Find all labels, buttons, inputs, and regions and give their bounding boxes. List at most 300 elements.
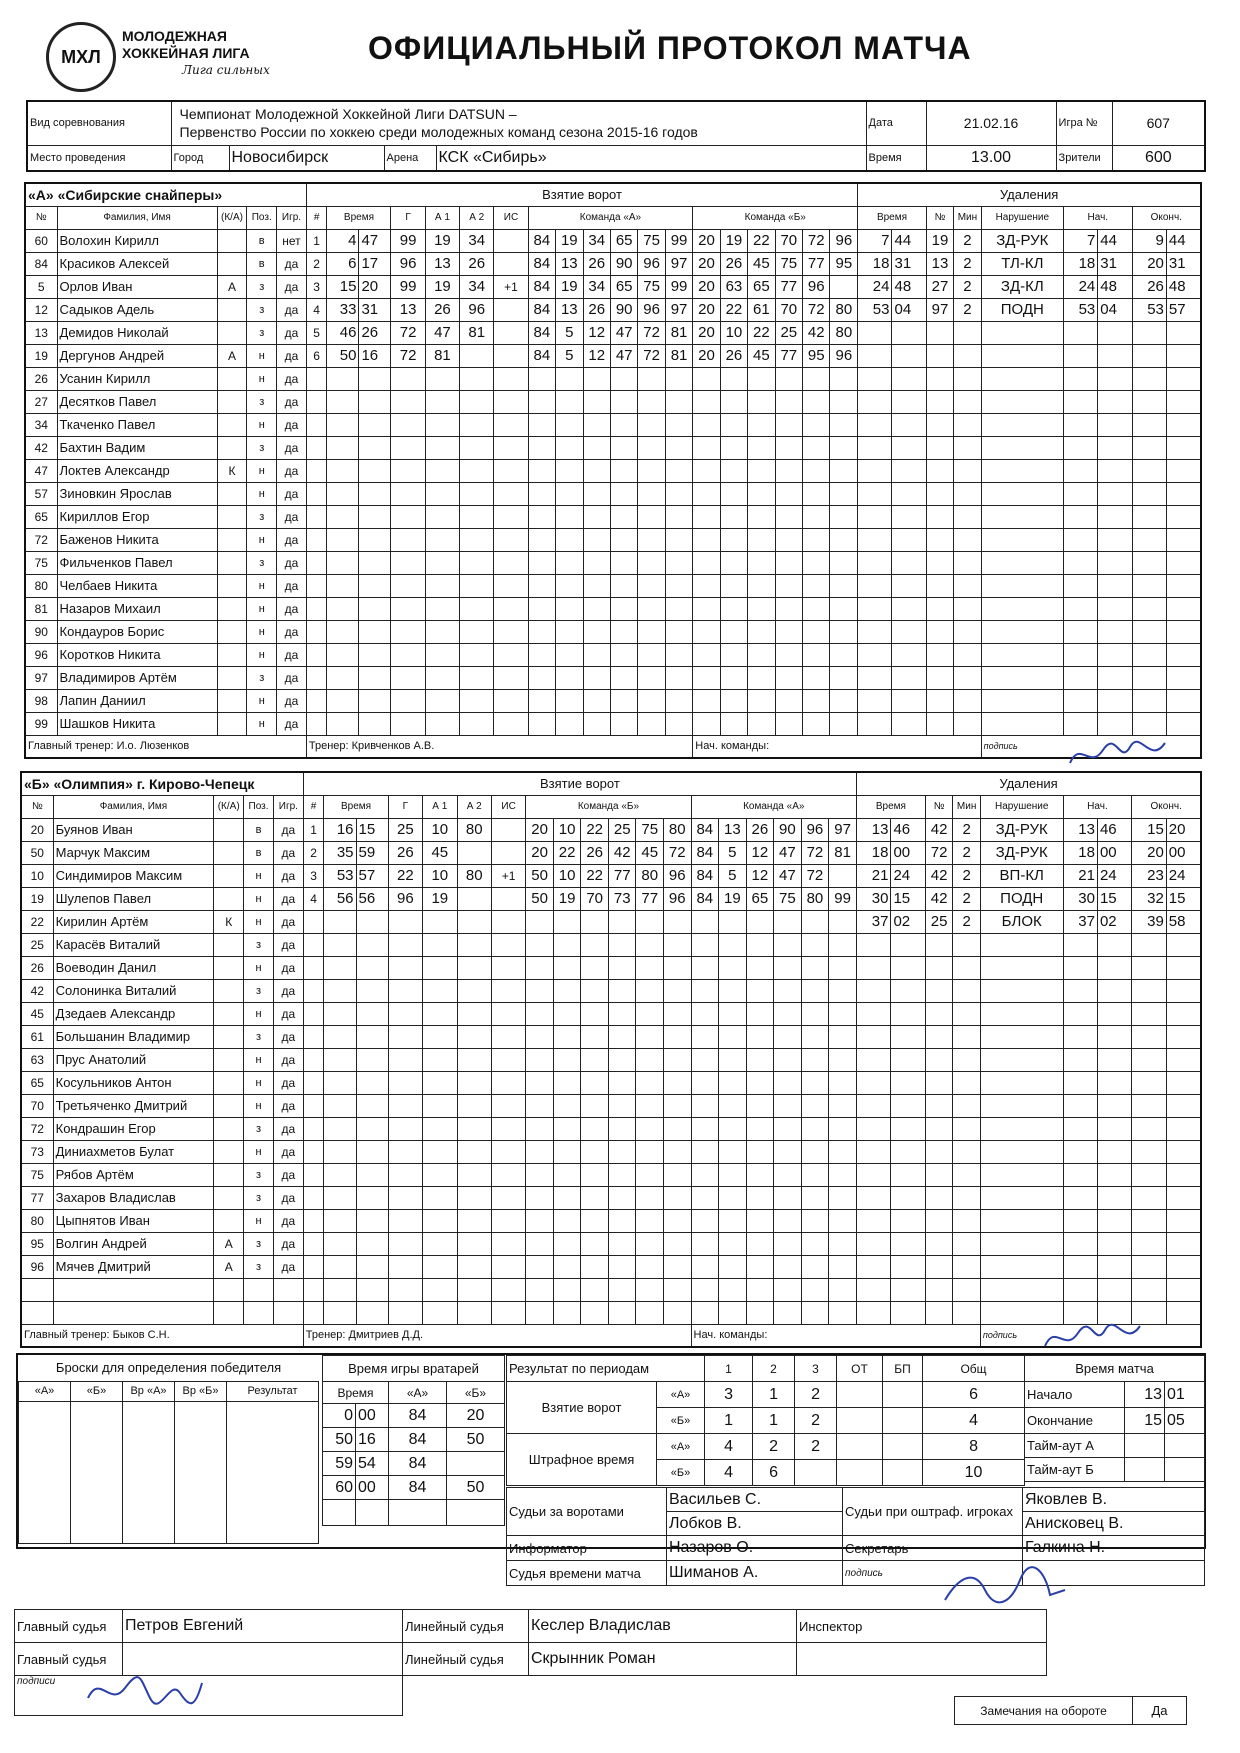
player-name: Зиновкин Ярослав <box>57 482 217 505</box>
player-position: н <box>244 1140 274 1163</box>
goal-cell <box>553 1140 581 1163</box>
goal-on-ice-own: 96 <box>664 887 692 910</box>
goal-cell <box>583 689 610 712</box>
penalty-cell <box>858 620 892 643</box>
penalty-cell <box>1166 367 1201 390</box>
goal-on-ice-opp: 19 <box>720 229 747 252</box>
penalty-cell <box>981 666 1063 689</box>
penalty-start-second: 44 <box>1098 229 1132 252</box>
goal-cell <box>581 1301 609 1324</box>
player-name: Дергунов Андрей <box>57 344 217 367</box>
player-number: 70 <box>21 1094 53 1117</box>
goal-cell <box>665 620 692 643</box>
player-position <box>244 1301 274 1324</box>
player-name: Баженов Никита <box>57 528 217 551</box>
goal-cell <box>610 643 637 666</box>
goal-cell <box>303 1048 324 1071</box>
goal-cell <box>691 1048 719 1071</box>
player-row <box>21 1186 1201 1209</box>
player-row <box>21 1255 1201 1278</box>
penalty-cell <box>1166 1025 1201 1048</box>
goal-cell <box>693 459 720 482</box>
goal-cell <box>423 1002 457 1025</box>
player-position: н <box>247 482 277 505</box>
league-logo-icon <box>46 22 116 92</box>
penalty-cell <box>858 367 892 390</box>
penalty-cell <box>891 1278 925 1301</box>
player-position: н <box>244 910 274 933</box>
goal-cell <box>324 1301 356 1324</box>
penalty-minute: 30 <box>857 887 891 910</box>
goal-cell <box>720 482 747 505</box>
penalty-cell <box>1097 1117 1131 1140</box>
player-plays: да <box>277 528 307 551</box>
goal-cell <box>691 1140 719 1163</box>
goal-cell <box>801 1209 829 1232</box>
goal-cell <box>391 413 425 436</box>
penalty-cell <box>892 459 926 482</box>
col-header-min: Мин <box>953 795 981 818</box>
goal-on-ice-own: 96 <box>638 298 665 321</box>
goal-cell <box>359 597 391 620</box>
col-header-no: № <box>25 206 57 229</box>
goal-on-ice-own: 50 <box>526 864 554 887</box>
goal-on-ice-opp <box>829 864 857 887</box>
goal-cell <box>829 1255 857 1278</box>
penalty-cell <box>1063 436 1097 459</box>
period-value: 4 <box>923 1408 1025 1434</box>
goal-cell <box>748 551 775 574</box>
penalty-cell <box>1166 689 1201 712</box>
goal-on-ice-own: 81 <box>665 344 692 367</box>
goal-second: 17 <box>359 252 391 275</box>
timeout-b-label: Тайм-аут Б <box>1025 1458 1125 1482</box>
player-number: 20 <box>21 818 53 841</box>
goalie-time-second: 16 <box>356 1428 389 1452</box>
goal-cell <box>691 1301 719 1324</box>
goal-cell <box>494 413 528 436</box>
player-plays: да <box>277 367 307 390</box>
goal-cell <box>553 1117 581 1140</box>
goal-cell <box>775 666 802 689</box>
goal-cell <box>801 1048 829 1071</box>
goalie-b: 50 <box>447 1428 505 1452</box>
goal-cell <box>356 933 388 956</box>
goal-assist-2: 80 <box>457 864 491 887</box>
player-name: Воеводин Данил <box>53 956 214 979</box>
goal-cell <box>324 1002 356 1025</box>
penalty-cell <box>1063 1186 1097 1209</box>
player-row <box>21 1278 1201 1301</box>
penalty-start-minute: 24 <box>1063 275 1097 298</box>
goal-cell <box>423 956 457 979</box>
player-row <box>25 689 1201 712</box>
goal-cell <box>829 1002 857 1025</box>
player-position: з <box>247 275 277 298</box>
penalty-cell <box>857 1186 891 1209</box>
goal-cell <box>359 459 391 482</box>
player-row <box>21 1209 1201 1232</box>
player-row <box>21 864 1201 887</box>
period-row-label: Штрафное время <box>507 1434 657 1486</box>
goal-cell <box>356 1140 388 1163</box>
goal-strength <box>494 344 528 367</box>
goal-cell <box>526 1163 554 1186</box>
player-number: 97 <box>25 666 57 689</box>
player-row <box>25 229 1201 252</box>
goal-number: 3 <box>306 275 327 298</box>
player-position: н <box>247 344 277 367</box>
goalie-b <box>447 1452 505 1476</box>
penalty-cell <box>1166 1301 1201 1324</box>
goal-assist-1: 19 <box>423 887 457 910</box>
goal-cell <box>491 1025 525 1048</box>
player-row <box>25 620 1201 643</box>
player-row <box>25 367 1201 390</box>
match-end-label: Окончание <box>1025 1408 1125 1434</box>
informator-value: Назаров О. <box>667 1536 843 1561</box>
goal-cell <box>748 597 775 620</box>
goal-cell <box>494 482 528 505</box>
goal-on-ice-own: 84 <box>528 252 555 275</box>
goal-cell <box>306 367 327 390</box>
goal-on-ice-opp: 70 <box>775 298 802 321</box>
penalty-cell <box>1063 574 1097 597</box>
penalty-cell <box>1098 528 1132 551</box>
goal-on-ice-own: 25 <box>608 818 636 841</box>
goal-cell <box>803 528 830 551</box>
goal-cell <box>829 1163 857 1186</box>
goal-cell <box>423 1163 457 1186</box>
goal-on-ice-opp: 42 <box>803 321 830 344</box>
goal-cell <box>556 482 583 505</box>
player-role <box>217 597 247 620</box>
goal-cell <box>610 574 637 597</box>
player-number: 26 <box>25 367 57 390</box>
goal-cell <box>388 1186 422 1209</box>
player-plays: да <box>273 864 303 887</box>
penalty-cell <box>857 1255 891 1278</box>
goal-cell <box>556 505 583 528</box>
penalty-cell <box>1063 689 1097 712</box>
player-row <box>25 574 1201 597</box>
goal-cell <box>460 528 494 551</box>
period-team: «Б» <box>657 1460 705 1486</box>
goal-cell <box>638 528 665 551</box>
goal-cell <box>719 979 747 1002</box>
goal-cell <box>748 689 775 712</box>
goal-cell <box>356 1255 388 1278</box>
goal-cell <box>748 528 775 551</box>
goalie-time-second: 54 <box>356 1452 389 1476</box>
penalty-cell <box>1132 1002 1166 1025</box>
penalty-cell <box>926 597 953 620</box>
player-plays: да <box>273 1048 303 1071</box>
player-row <box>21 818 1201 841</box>
player-position: н <box>244 1002 274 1025</box>
player-plays: да <box>273 818 303 841</box>
penalty-minutes: 2 <box>953 841 981 864</box>
goal-on-ice-opp: 45 <box>748 344 775 367</box>
shootout-cell <box>71 1401 123 1543</box>
goal-cell <box>608 1048 636 1071</box>
goal-cell <box>303 1232 324 1255</box>
player-plays: да <box>277 689 307 712</box>
goal-assist-2 <box>457 841 491 864</box>
goal-on-ice-own: 72 <box>638 321 665 344</box>
col-header-time: Время <box>327 206 391 229</box>
goal-cell <box>691 1278 719 1301</box>
player-position: н <box>247 367 277 390</box>
player-row <box>21 1117 1201 1140</box>
player-name: Солонинка Виталий <box>53 979 214 1002</box>
goal-cell <box>638 643 665 666</box>
goal-cell <box>457 1255 491 1278</box>
goal-on-ice-own: 12 <box>583 321 610 344</box>
penalty-cell <box>1132 1209 1166 1232</box>
penalty-end-minute: 26 <box>1132 275 1166 298</box>
player-role <box>217 666 247 689</box>
goal-cell <box>460 574 494 597</box>
goal-number: 2 <box>303 841 324 864</box>
goal-cell <box>359 436 391 459</box>
player-plays: да <box>277 482 307 505</box>
goal-cell <box>556 390 583 413</box>
goal-on-ice-opp: 26 <box>720 252 747 275</box>
penalty-cell <box>892 643 926 666</box>
goal-cell <box>327 482 359 505</box>
match-end-hour: 15 <box>1125 1408 1165 1434</box>
goal-cell <box>526 979 554 1002</box>
goal-cell <box>553 910 581 933</box>
shootout-col-a: «А» <box>19 1381 71 1401</box>
goal-cell <box>638 712 665 735</box>
sign-label: подпись <box>981 735 1201 758</box>
penalty-cell <box>892 436 926 459</box>
penalty-cell <box>1098 482 1132 505</box>
penalty-end-second: 44 <box>1166 229 1201 252</box>
goal-cell <box>553 1094 581 1117</box>
period-value <box>837 1382 883 1408</box>
goal-cell <box>423 1278 457 1301</box>
penalty-second: 48 <box>892 275 926 298</box>
goal-cell <box>775 436 802 459</box>
goal-cell <box>556 528 583 551</box>
col-header-gno: # <box>306 206 327 229</box>
goal-cell <box>720 666 747 689</box>
goal-cell <box>691 1232 719 1255</box>
penalty-cell <box>1132 390 1166 413</box>
penalty-cell <box>891 979 925 1002</box>
player-position: з <box>247 551 277 574</box>
penalty-start-second: 15 <box>1097 887 1131 910</box>
penalty-cell <box>1132 436 1166 459</box>
goal-cell <box>693 597 720 620</box>
goal-assist-1: 26 <box>425 298 459 321</box>
goal-number: 1 <box>306 229 327 252</box>
goal-on-ice-opp: 72 <box>801 841 829 864</box>
penalty-cell <box>980 1232 1063 1255</box>
goal-scorer: 72 <box>391 321 425 344</box>
goal-cell <box>388 1140 422 1163</box>
goal-cell <box>457 1071 491 1094</box>
goal-on-ice-own: 99 <box>665 275 692 298</box>
player-role <box>217 298 247 321</box>
goalie-time-minute: 0 <box>323 1404 356 1428</box>
goal-cell <box>306 666 327 689</box>
player-name: Кондауров Борис <box>57 620 217 643</box>
goal-cell <box>526 1209 554 1232</box>
penalty-minute: 21 <box>857 864 891 887</box>
player-number: 77 <box>21 1186 53 1209</box>
goal-cell <box>748 505 775 528</box>
goal-on-ice-own: 20 <box>526 818 554 841</box>
penalty-end-minute: 53 <box>1132 298 1166 321</box>
goal-cell <box>608 1186 636 1209</box>
goal-cell <box>636 1048 664 1071</box>
goal-on-ice-own: 12 <box>583 344 610 367</box>
goal-on-ice-opp: 20 <box>693 344 720 367</box>
penalty-cell <box>1063 367 1097 390</box>
goal-on-ice-opp: 95 <box>830 252 858 275</box>
goal-cell <box>829 1140 857 1163</box>
goal-cell <box>664 1117 692 1140</box>
player-name: Волохин Кирилл <box>57 229 217 252</box>
goal-on-ice-own: 19 <box>553 887 581 910</box>
penalty-cell <box>981 689 1063 712</box>
player-row <box>25 252 1201 275</box>
coach: Тренер: Кривченков А.В. <box>306 735 692 758</box>
player-number: 75 <box>25 551 57 574</box>
goal-cell <box>359 666 391 689</box>
goal-cell <box>636 1186 664 1209</box>
goal-cell <box>583 551 610 574</box>
penalty-cell <box>892 597 926 620</box>
player-plays: да <box>277 597 307 620</box>
player-name: Садыков Адель <box>57 298 217 321</box>
goal-cell <box>581 1048 609 1071</box>
goal-cell <box>691 1255 719 1278</box>
penalty-cell <box>891 933 925 956</box>
goal-cell <box>457 1048 491 1071</box>
goal-judge-2: Лобков В. <box>667 1512 843 1536</box>
inspector-cell <box>797 1643 1047 1676</box>
player-row <box>21 1140 1201 1163</box>
penalty-cell <box>891 1094 925 1117</box>
player-role <box>217 229 247 252</box>
penalty-cell <box>1063 321 1097 344</box>
goal-cell <box>425 620 459 643</box>
goal-cell <box>324 979 356 1002</box>
goal-cell <box>425 528 459 551</box>
goal-cell <box>638 666 665 689</box>
penalty-cell <box>981 344 1063 367</box>
penalty-cell <box>926 505 953 528</box>
goal-cell <box>638 436 665 459</box>
goal-cell <box>556 367 583 390</box>
penalty-cell <box>858 643 892 666</box>
goal-cell <box>494 689 528 712</box>
penalty-cell <box>954 344 981 367</box>
goal-on-ice-own: 84 <box>528 275 555 298</box>
penalty-cell <box>925 1048 953 1071</box>
player-plays: да <box>277 620 307 643</box>
goal-on-ice-opp: 26 <box>746 818 774 841</box>
player-role: А <box>214 1232 244 1255</box>
player-name: Рябов Артём <box>53 1163 214 1186</box>
player-role <box>214 1163 244 1186</box>
penalty-cell <box>981 436 1063 459</box>
player-plays: да <box>277 574 307 597</box>
goal-cell <box>665 712 692 735</box>
goal-cell <box>583 597 610 620</box>
goal-cell <box>306 459 327 482</box>
player-plays: да <box>277 643 307 666</box>
penalty-second: 02 <box>891 910 925 933</box>
goal-cell <box>748 436 775 459</box>
player-position: з <box>244 933 274 956</box>
goal-cell <box>327 643 359 666</box>
goal-cell <box>324 1186 356 1209</box>
penalty-cell <box>1097 1025 1131 1048</box>
penalty-cell <box>1063 1163 1097 1186</box>
penalty-minutes: 2 <box>953 818 981 841</box>
secretary-label: Секретарь <box>843 1536 1023 1561</box>
goal-cell <box>664 956 692 979</box>
player-number: 19 <box>21 887 53 910</box>
penalty-cell <box>980 1163 1063 1186</box>
penalty-cell <box>981 413 1063 436</box>
goalie-a: 84 <box>389 1428 447 1452</box>
goal-cell <box>460 367 494 390</box>
goal-number: 2 <box>306 252 327 275</box>
penalty-cell <box>1098 574 1132 597</box>
goal-cell <box>608 933 636 956</box>
penalty-cell <box>1132 1186 1166 1209</box>
player-row <box>21 1071 1201 1094</box>
penalty-cell <box>1132 459 1166 482</box>
shootout-title: Броски для определения победителя <box>55 1360 282 1376</box>
period-value: 1 <box>753 1382 795 1408</box>
penalty-cell <box>858 321 892 344</box>
goal-on-ice-opp: 81 <box>829 841 857 864</box>
player-role <box>217 321 247 344</box>
goal-assist-2 <box>457 887 491 910</box>
goal-cell <box>425 413 459 436</box>
goal-assist-1: 19 <box>425 229 459 252</box>
player-plays: нет <box>277 229 307 252</box>
goal-on-ice-own: 84 <box>528 344 555 367</box>
goal-cell <box>356 1048 388 1071</box>
goal-cell <box>719 1071 747 1094</box>
penalty-cell <box>1098 505 1132 528</box>
goal-cell <box>830 574 858 597</box>
col-header-pos: Поз. <box>247 206 277 229</box>
penalty-cell <box>1063 666 1097 689</box>
goal-on-ice-opp: 72 <box>803 298 830 321</box>
penalty-cell <box>1166 344 1201 367</box>
penalty-player: 97 <box>926 298 953 321</box>
goalie-time-title: Время игры вратарей <box>323 1356 505 1382</box>
penalty-minutes: 2 <box>954 229 981 252</box>
penalty-cell <box>1063 1002 1097 1025</box>
goal-cell <box>491 1048 525 1071</box>
player-name: Карасёв Виталий <box>53 933 214 956</box>
goal-cell <box>425 666 459 689</box>
goal-cell <box>665 436 692 459</box>
goal-cell <box>457 1163 491 1186</box>
player-position: н <box>244 956 274 979</box>
